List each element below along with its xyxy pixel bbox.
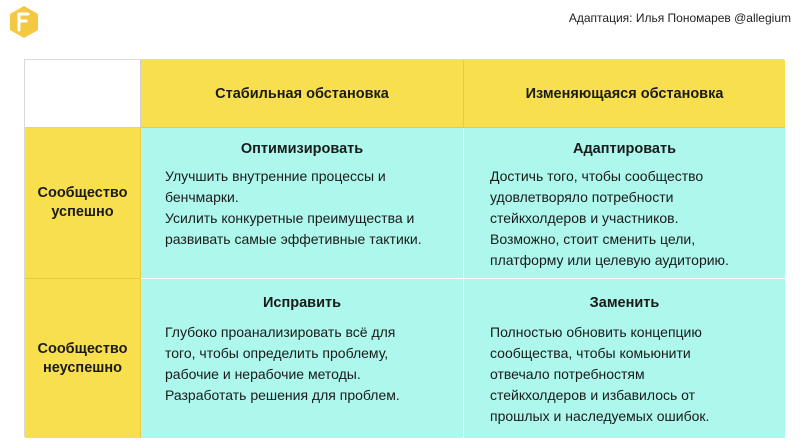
logo-hexagon-icon xyxy=(7,5,41,39)
quadrant-body xyxy=(490,166,781,271)
quadrant-line: сообщества, чтобы комьюнити xyxy=(490,345,691,361)
quadrant-line: Улучшить внутренние процессы и xyxy=(165,168,386,184)
row-label-line: Сообщество xyxy=(37,340,128,357)
row-header-unsuccessful xyxy=(25,278,141,438)
column-header-stable: Стабильная обстановка xyxy=(141,60,463,128)
quadrant-line: развивать самые эффетивные тактики. xyxy=(165,231,422,247)
quadrant-body xyxy=(165,322,457,406)
quadrant-line: Возможно, стоит сменить цели, xyxy=(490,231,696,247)
quadrant-fix xyxy=(141,278,463,438)
quadrant-line: бенчмарки. xyxy=(165,189,239,205)
strategy-matrix xyxy=(24,59,784,437)
quadrant-adapt xyxy=(463,128,785,278)
quadrant-title: Адаптировать xyxy=(572,141,677,157)
quadrant-line: отвечало потребностям xyxy=(490,366,645,382)
quadrant-line: рабочие и нерабочие методы. xyxy=(165,366,361,382)
quadrant-line: Достичь того, чтобы сообщество xyxy=(490,168,704,184)
quadrant-replace xyxy=(463,278,785,438)
quadrant-line: Разработать решения для проблем. xyxy=(165,387,400,403)
row-label-line: Сообщество xyxy=(37,185,128,201)
quadrant-line: того, чтобы определить проблему, xyxy=(165,345,389,361)
quadrant-line: стейкхолдеров и участников. xyxy=(490,210,679,226)
column-header-changing: Изменяющаяся обстановка xyxy=(463,60,785,128)
quadrant-line: платформу или целевую аудиторию. xyxy=(490,252,729,268)
quadrant-line: стейкхолдеров и избавилось от xyxy=(490,387,696,403)
quadrant-body xyxy=(490,322,781,427)
quadrant-title: Оптимизировать xyxy=(240,141,364,157)
quadrant-line: Усилить конкуретные преимущества и xyxy=(165,210,415,226)
row-header-successful xyxy=(25,128,141,278)
quadrant-line: Глубоко проанализировать всё для xyxy=(165,324,396,340)
quadrant-line: Полностью обновить концепцию xyxy=(490,324,702,340)
quadrant-optimize xyxy=(141,128,463,278)
quadrant-title: Исправить xyxy=(262,295,341,311)
row-label-line: успешно xyxy=(51,204,114,220)
quadrant-body xyxy=(165,166,457,250)
adaptation-credit: Адаптация: Илья Пономарев @allegium xyxy=(568,11,791,25)
quadrant-title: Заменить xyxy=(589,295,660,311)
quadrant-line: прошлых и наследуемых ошибок. xyxy=(490,408,710,424)
matrix-corner xyxy=(25,60,141,128)
quadrant-line: удовлетворяло потребности xyxy=(490,189,674,205)
row-label-line: неуспешно xyxy=(43,359,122,376)
